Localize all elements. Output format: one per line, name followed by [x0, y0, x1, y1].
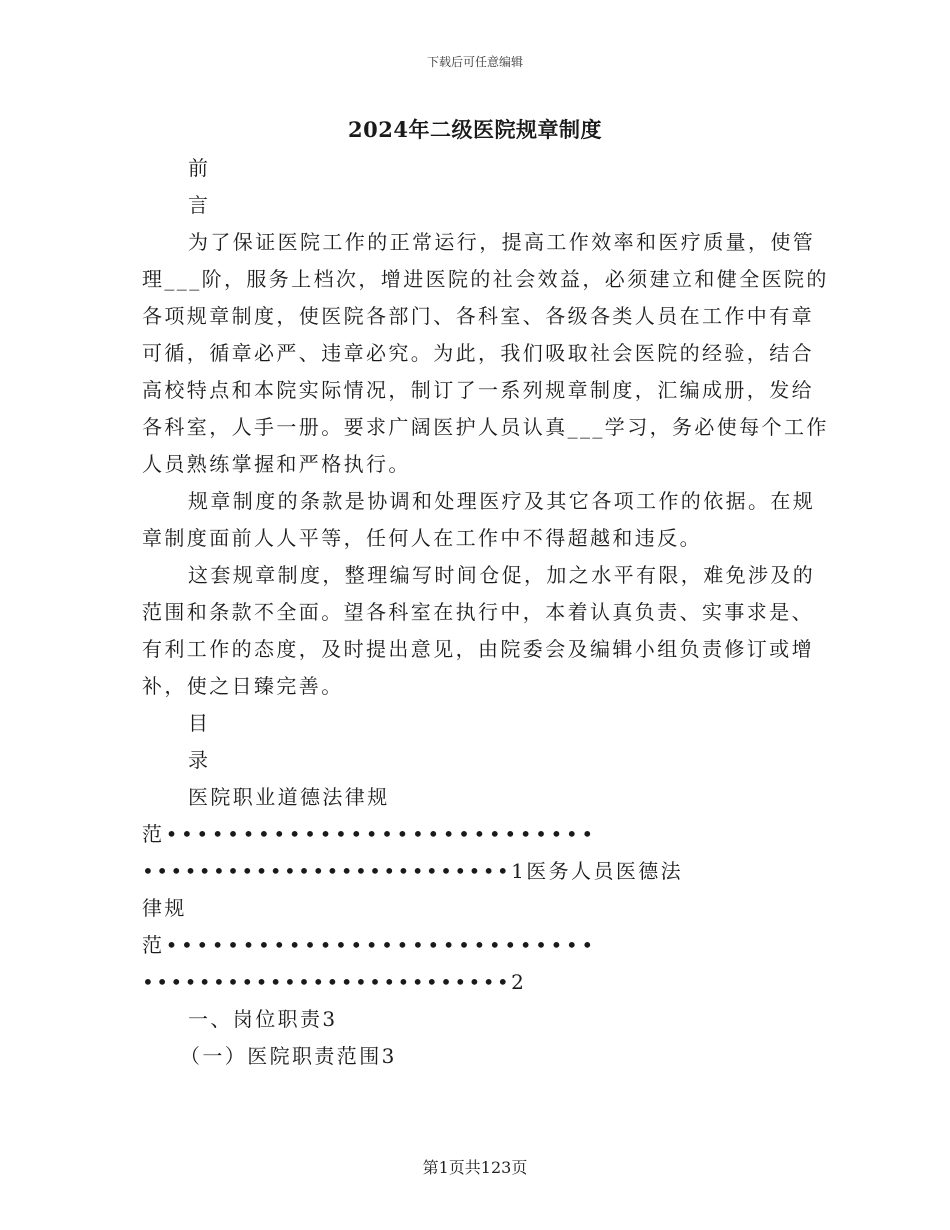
preface-line: 高校特点和本院实际情况，制订了一系列规章制度，汇编成册，发给 [142, 378, 814, 402]
preface-line: 各科室，人手一册。要求广阔医护人员认真___学习，务必使每个工作 [142, 415, 829, 439]
document-title: 2024年二级医院规章制度 [348, 117, 602, 142]
preface-heading-2: 言 [188, 193, 211, 217]
toc-line: ••••••••••••••••••••••••••2 [142, 970, 527, 994]
preface-line: 章制度面前人人平等，任何人在工作中不得超越和违反。 [142, 526, 702, 550]
page-header: 下载后可任意编辑 [426, 55, 523, 69]
preface-line: 各项规章制度，使医院各部门、各科室、各级各类人员在工作中有章 [142, 304, 814, 328]
toc-line: 律规 [142, 896, 187, 920]
toc-line: 范•••••••••••••••••••••••••••• [142, 933, 597, 957]
toc-line: （一）医院职责范围3 [180, 1044, 397, 1068]
preface-line: 范围和条款不全面。望各科室在执行中，本着认真负责、实事求是、 [142, 600, 814, 624]
page-footer: 第1页共123页 [422, 1158, 528, 1177]
preface-heading-1: 前 [188, 156, 211, 180]
preface-line: 人员熟练掌握和严格执行。 [142, 452, 411, 476]
preface-line: 为了保证医院工作的正常运行，提高工作效率和医疗质量，使管 [188, 230, 816, 254]
toc-line: 范•••••••••••••••••••••••••••• [142, 822, 597, 846]
preface-line: 补，使之日臻完善。 [142, 674, 344, 698]
toc-line: 一、岗位职责3 [188, 1007, 338, 1031]
preface-line: 可循，循章必严、违章必究。为此，我们吸取社会医院的经验，结合 [142, 341, 814, 365]
preface-line: 理___阶，服务上档次，增进医院的社会效益，必须建立和健全医院的 [142, 267, 829, 291]
toc-line: 医院职业道德法律规 [188, 785, 390, 809]
preface-line: 这套规章制度，整理编写时间仓促，加之水平有限，难免涉及的 [188, 563, 816, 587]
toc-line: ••••••••••••••••••••••••••1医务人员医德法 [142, 859, 684, 883]
preface-line: 有利工作的态度，及时提出意见，由院委会及编辑小组负责修订或增 [142, 637, 814, 661]
preface-line: 规章制度的条款是协调和处理医疗及其它各项工作的依据。在规 [188, 489, 816, 513]
toc-heading-1: 目 [188, 711, 211, 735]
toc-heading-2: 录 [188, 748, 211, 772]
